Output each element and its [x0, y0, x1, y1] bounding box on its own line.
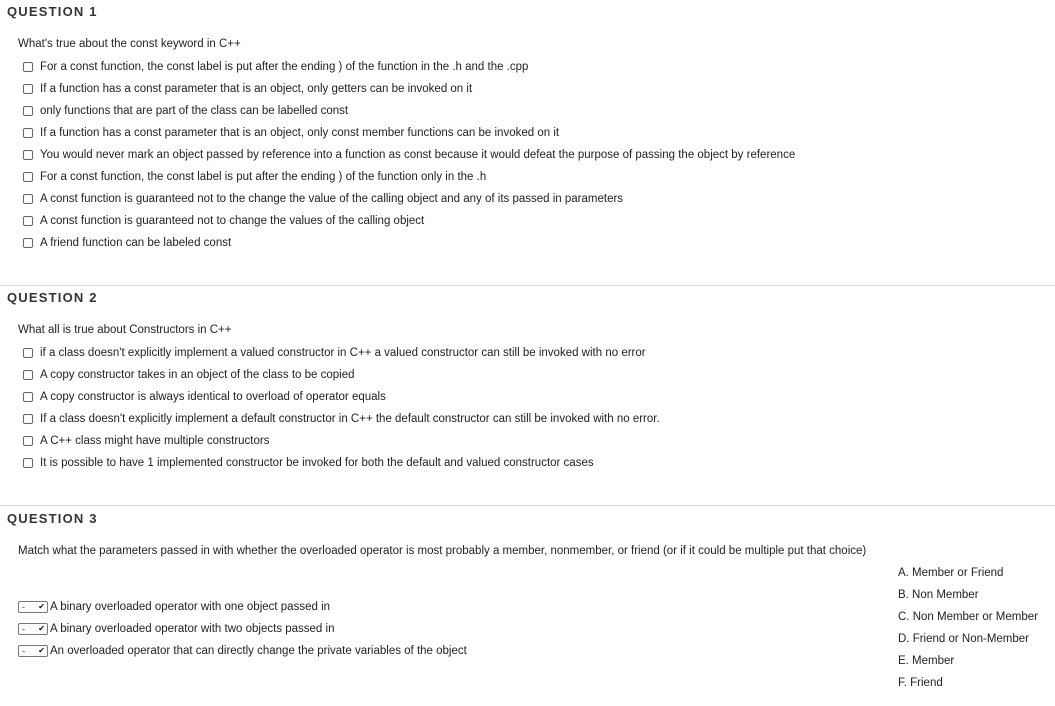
chevron-down-icon: ✔︎ [38, 624, 45, 633]
chevron-down-icon: ✔︎ [38, 646, 45, 655]
question-2-header: QUESTION 2 [7, 290, 98, 305]
answer-choice: E. Member [898, 655, 955, 667]
checkbox[interactable] [23, 370, 33, 380]
option-label: A copy constructor takes in an object of the class to be copied [40, 369, 355, 381]
checkbox[interactable] [23, 238, 33, 248]
checkbox[interactable] [23, 216, 33, 226]
checkbox[interactable] [23, 84, 33, 94]
q2-option[interactable] [23, 456, 594, 470]
checkbox[interactable] [23, 172, 33, 182]
checkbox[interactable] [23, 436, 33, 446]
q2-option[interactable] [23, 434, 269, 448]
answer-choice: D. Friend or Non-Member [898, 633, 1030, 645]
option-label: only functions that are part of the class can be labelled const [40, 105, 349, 117]
answer-choice: C. Non Member or Member [898, 611, 1038, 623]
answer-choice: A. Member or Friend [898, 567, 1004, 579]
q2-option[interactable] [23, 346, 646, 360]
q1-option[interactable] [23, 82, 472, 96]
checkbox[interactable] [23, 128, 33, 138]
option-label: A friend function can be labeled const [40, 237, 232, 249]
option-label: For a const function, the const label is put after the ending ) of the function only in the .h [40, 171, 487, 183]
chevron-down-icon: ✔︎ [38, 602, 45, 611]
option-label: if a class doesn't explicitly implement a valued constructor in C++ a valued constructor can still be invoked with no error [40, 347, 646, 359]
q1-option[interactable] [23, 104, 348, 118]
option-label: A const function is guaranteed not to the change the value of the calling object and any of its passed in parameters [40, 193, 624, 205]
question-3-header: QUESTION 3 [7, 511, 98, 526]
checkbox[interactable] [23, 62, 33, 72]
match-row [18, 644, 467, 658]
match-item-label: A binary overloaded operator with one object passed in [50, 601, 331, 613]
match-select[interactable] [18, 601, 48, 613]
q1-option[interactable] [23, 148, 795, 162]
option-label: A C++ class might have multiple constructors [40, 435, 270, 447]
match-item-label: A binary overloaded operator with two objects passed in [50, 623, 335, 635]
q2-option[interactable] [23, 390, 386, 404]
option-label: If a class doesn't explicitly implement a default constructor in C++ the default constructor can still be invoked with no error. [40, 413, 660, 425]
answer-choice: B. Non Member [898, 589, 979, 601]
option-label: A copy constructor is always identical to overload of operator equals [40, 391, 386, 403]
option-label: A const function is guaranteed not to change the values of the calling object [40, 215, 425, 227]
q2-option[interactable] [23, 368, 355, 382]
checkbox[interactable] [23, 392, 33, 402]
question-1-prompt: What's true about the const keyword in C++ [18, 38, 241, 50]
option-label: For a const function, the const label is put after the ending ) of the function in the .h and the .cpp [40, 61, 529, 73]
select-value: - [22, 646, 25, 656]
checkbox[interactable] [23, 414, 33, 424]
checkbox[interactable] [23, 458, 33, 468]
checkbox[interactable] [23, 150, 33, 160]
option-label: You would never mark an object passed by reference into a function as const because it would defeat the purpose of passing the object by reference [40, 149, 796, 161]
q1-option[interactable] [23, 192, 623, 206]
answer-choice: F. Friend [898, 677, 943, 689]
q1-option[interactable] [23, 60, 528, 74]
checkbox[interactable] [23, 194, 33, 204]
option-label: If a function has a const parameter that is an object, only const member functions can be invoked on it [40, 127, 560, 139]
match-item-label: An overloaded operator that can directly change the private variables of the object [50, 645, 467, 657]
checkbox[interactable] [23, 106, 33, 116]
question-1-header: QUESTION 1 [7, 4, 98, 19]
section-divider [0, 285, 1055, 286]
q1-option[interactable] [23, 170, 486, 184]
option-label: If a function has a const parameter that is an object, only getters can be invoked on it [40, 83, 473, 95]
select-value: - [22, 624, 25, 634]
option-label: It is possible to have 1 implemented constructor be invoked for both the default and valued constructor cases [40, 457, 594, 469]
match-select[interactable] [18, 645, 48, 657]
match-row [18, 622, 334, 636]
q1-option[interactable] [23, 236, 231, 250]
question-2-prompt: What all is true about Constructors in C++ [18, 324, 232, 336]
match-select[interactable] [18, 623, 48, 635]
match-row [18, 600, 330, 614]
checkbox[interactable] [23, 348, 33, 358]
select-value: - [22, 602, 25, 612]
q1-option[interactable] [23, 126, 559, 140]
question-3-prompt: Match what the parameters passed in with whether the overloaded operator is most probably a member, nonmember, or friend (or if it could be multiple put that choice) [18, 545, 867, 557]
q2-option[interactable] [23, 412, 660, 426]
q1-option[interactable] [23, 214, 424, 228]
section-divider [0, 505, 1055, 506]
